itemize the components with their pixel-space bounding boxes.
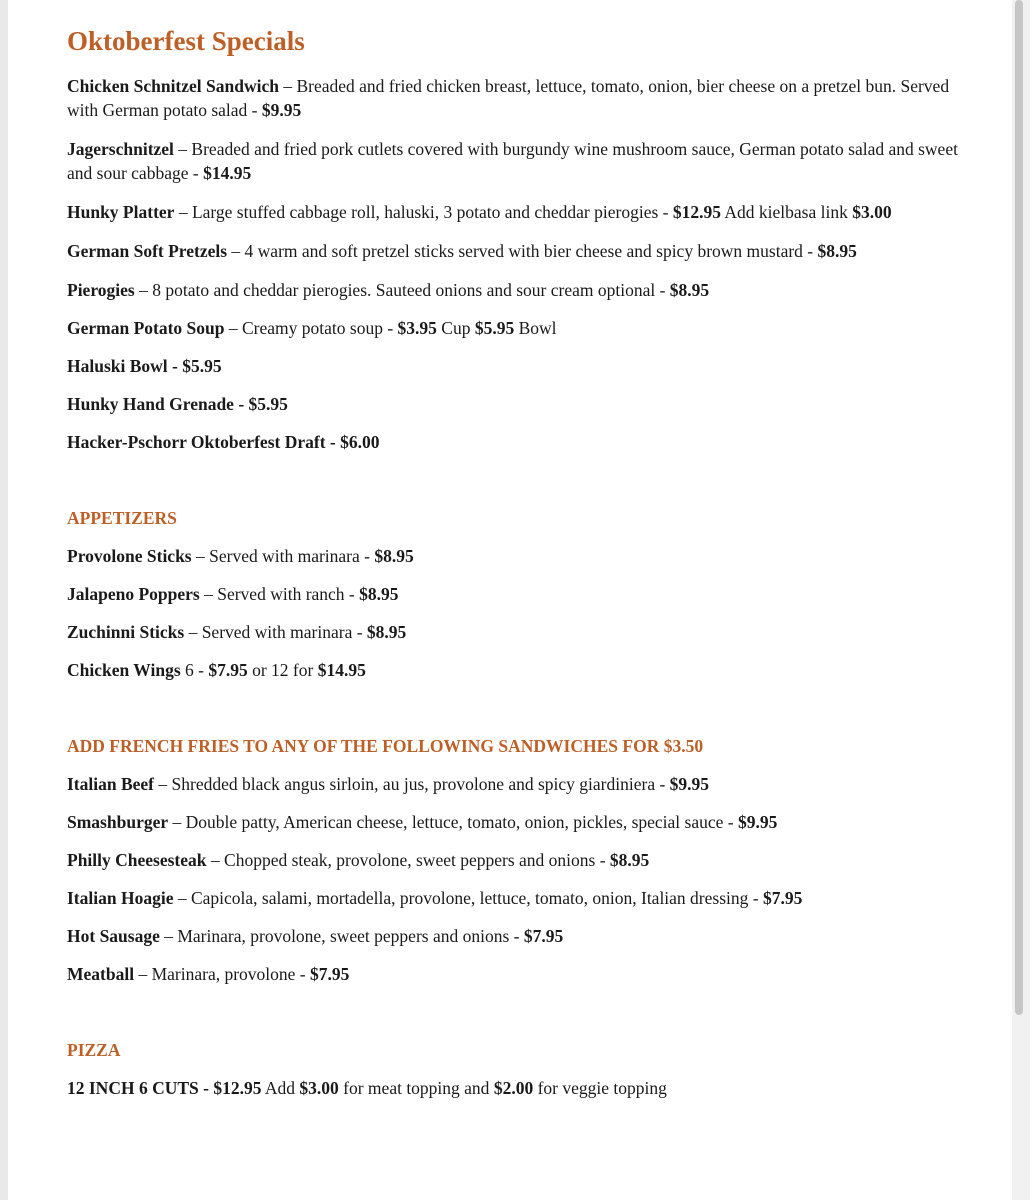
item-name: Jalapeno Poppers: [67, 584, 200, 604]
menu-item: [67, 886, 967, 910]
pizza-section: [67, 1038, 967, 1100]
item-description: Capicola, salami, mortadella, provolone, lettuce, tomato, onion, Italian dressing -: [190, 888, 763, 908]
item-name: Hunky Hand Grenade - $5.95: [67, 394, 288, 414]
item-name: Zuchinni Sticks: [67, 622, 185, 642]
sandwiches-section: [67, 734, 967, 986]
menu-item: [67, 392, 967, 416]
item-description: Marinara, provolone, sweet peppers and onions -: [177, 926, 524, 946]
menu-item: [67, 354, 967, 378]
item-description: Add: [261, 1078, 300, 1098]
appetizers-section: [67, 506, 967, 682]
item-price: $3.95: [397, 318, 437, 338]
item-price: $7.95: [762, 888, 803, 908]
item-price: $14.95: [203, 163, 252, 183]
item-description: Large stuffed cabbage roll, haluski, 3 potato and cheddar pierogies -: [191, 202, 673, 222]
item-name: Hunky Platter: [67, 202, 175, 222]
item-price: $8.95: [817, 241, 857, 261]
item-addon-text: Add kielbasa link: [721, 202, 853, 222]
item-name: Meatball: [67, 964, 135, 984]
item-price: $3.00: [299, 1078, 339, 1098]
item-separator: –: [154, 774, 172, 794]
item-separator: –: [278, 76, 297, 96]
item-name: Philly Cheesesteak: [67, 850, 207, 870]
section-spacer: [67, 1000, 967, 1038]
item-price: $9.95: [669, 774, 710, 794]
menu-item: [67, 430, 967, 454]
menu-item: [67, 848, 967, 872]
item-price: $14.95: [317, 660, 366, 680]
menu-item: [67, 962, 967, 986]
item-separator: –: [174, 202, 192, 222]
item-description: 6 -: [180, 660, 209, 680]
item-price: $7.95: [208, 660, 248, 680]
menu-item: [67, 544, 967, 568]
menu-item: [67, 316, 967, 340]
item-name: Smashburger: [67, 812, 169, 832]
menu-item: [67, 239, 967, 263]
item-price-bowl: $5.95: [474, 318, 515, 338]
section-spacer: [67, 468, 967, 506]
item-description: for meat topping and: [338, 1078, 494, 1098]
item-price: $8.95: [609, 850, 650, 870]
item-name: German Potato Soup: [67, 318, 225, 338]
item-separator: –: [134, 280, 153, 300]
menu-item: [67, 582, 967, 606]
item-description: Creamy potato soup -: [242, 318, 398, 338]
item-name: 12 INCH 6 CUTS - $12.95: [67, 1078, 262, 1098]
item-price: $2.00: [493, 1078, 534, 1098]
item-price: $7.95: [310, 964, 350, 984]
item-description: or 12 for: [247, 660, 318, 680]
menu-item: [67, 772, 967, 796]
menu-item: [67, 74, 967, 122]
menu-item: [67, 810, 967, 834]
item-name: Italian Beef: [67, 774, 155, 794]
item-description: Served with marinara -: [209, 546, 375, 566]
item-description: Marinara, provolone -: [151, 964, 310, 984]
menu-item: [67, 200, 967, 224]
page-title: Oktoberfest Specials: [67, 26, 305, 56]
item-separator: –: [206, 850, 225, 870]
scrollbar-thumb[interactable]: [1015, 0, 1023, 1015]
item-name: Chicken Schnitzel Sandwich: [67, 76, 279, 96]
item-name: Hot Sausage: [67, 926, 160, 946]
section-heading: ADD FRENCH FRIES TO ANY OF THE FOLLOWING SANDWICHES FOR $3.50: [67, 736, 704, 756]
item-description: 8 potato and cheddar pierogies. Sauteed onions and sour cream optional -: [152, 280, 670, 300]
section-spacer: [67, 696, 967, 734]
menu-item: [67, 137, 967, 185]
item-size-text: Bowl: [514, 318, 557, 338]
item-separator: –: [159, 926, 178, 946]
menu-item: [67, 658, 967, 682]
item-price: $7.95: [523, 926, 564, 946]
item-separator: –: [191, 546, 210, 566]
item-size-text: Cup: [436, 318, 475, 338]
item-name: Pierogies: [67, 280, 135, 300]
section-heading: PIZZA: [67, 1040, 121, 1060]
item-description: for veggie topping: [533, 1078, 667, 1098]
item-description: Double patty, American cheese, lettuce, tomato, onion, pickles, special sauce -: [185, 812, 738, 832]
item-name: Provolone Sticks: [67, 546, 192, 566]
item-description: Served with marinara -: [201, 622, 367, 642]
item-name: German Soft Pretzels: [67, 241, 228, 261]
menu-item: [67, 1076, 967, 1100]
section-heading: APPETIZERS: [67, 508, 177, 528]
item-separator: –: [184, 622, 202, 642]
item-separator: –: [227, 241, 245, 261]
item-price: $8.95: [366, 622, 407, 642]
item-name: Italian Hoagie: [67, 888, 174, 908]
item-separator: –: [173, 139, 192, 159]
item-separator: –: [199, 584, 218, 604]
item-price: $8.95: [669, 280, 710, 300]
menu-item: [67, 620, 967, 644]
item-description: Chopped steak, provolone, sweet peppers and onions -: [224, 850, 610, 870]
item-description: Shredded black angus sirloin, au jus, provolone and spicy giardiniera -: [171, 774, 670, 794]
item-separator: –: [224, 318, 242, 338]
menu-content: [67, 24, 967, 1114]
item-price: $9.95: [737, 812, 778, 832]
item-description: Served with ranch -: [217, 584, 360, 604]
item-name: Chicken Wings: [67, 660, 181, 680]
item-description: Breaded and fried pork cutlets covered with burgundy wine mushroom sauce, German potato salad and sweet and sour cabbage -: [67, 139, 958, 183]
menu-item: [67, 278, 967, 302]
item-name: Jagerschnitzel: [67, 139, 174, 159]
item-separator: –: [168, 812, 186, 832]
item-price: $12.95: [672, 202, 721, 222]
item-description: 4 warm and soft pretzel sticks served with bier cheese and spicy brown mustard -: [244, 241, 818, 261]
item-separator: –: [173, 888, 191, 908]
item-description: Breaded and fried chicken breast, lettuce, tomato, onion, bier cheese on a pretzel bun. Served with German potato salad -: [67, 76, 950, 120]
item-addon-price: $3.00: [852, 202, 892, 222]
item-price: $8.95: [359, 584, 399, 604]
menu-item: [67, 924, 967, 948]
item-name: Hacker-Pschorr Oktoberfest Draft - $6.00: [67, 432, 380, 452]
item-separator: –: [134, 964, 152, 984]
item-price: $8.95: [374, 546, 414, 566]
item-name: Haluski Bowl - $5.95: [67, 356, 222, 376]
item-price: $9.95: [261, 100, 302, 120]
oktoberfest-section: [67, 74, 967, 454]
